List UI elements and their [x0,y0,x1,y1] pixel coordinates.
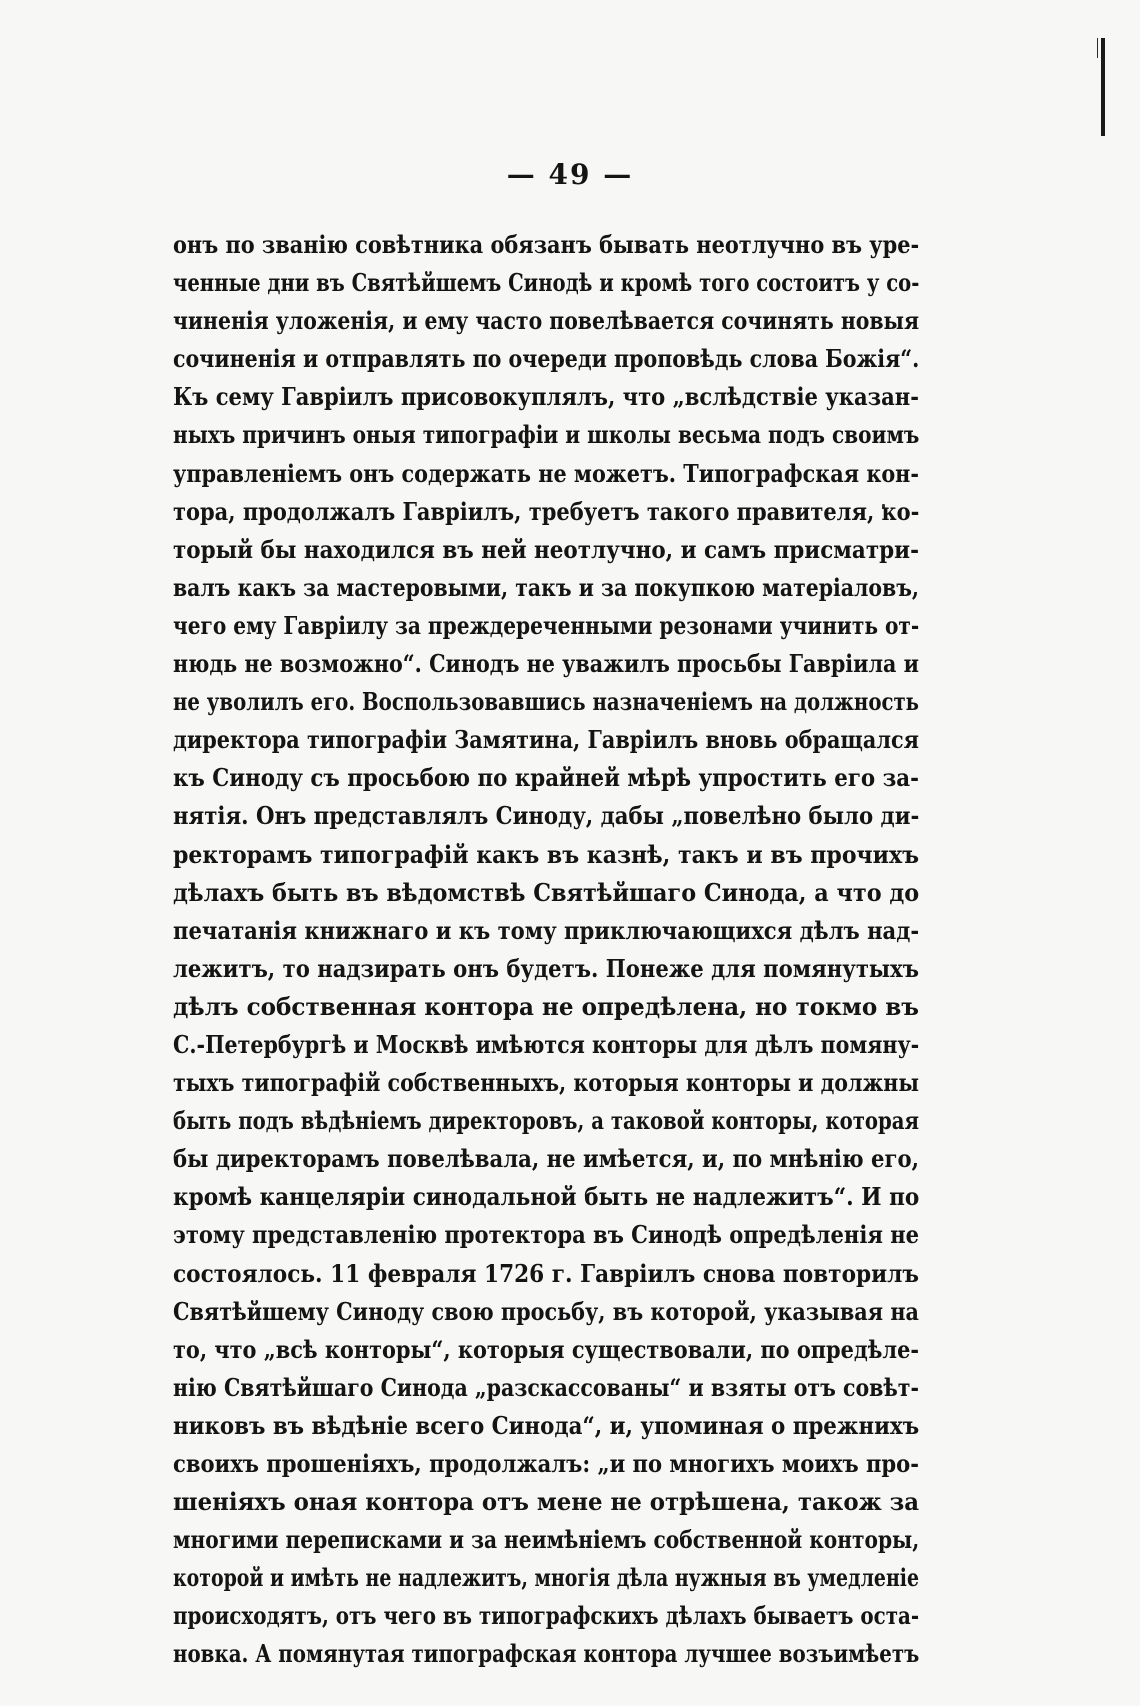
page-edge-mark-thin [1097,38,1098,58]
text-line: кромѣ канцеляріи синодальной быть не надлежитъ“. И по [173,1182,920,1212]
text-line: управленіемъ онъ содержать не можетъ. Типографская кон- [173,458,919,488]
text-line: ныхъ причинъ оныя типографіи и школы весьма подъ своимъ [173,420,920,450]
text-line: нюдь не возможно“. Синодъ не уважилъ просьбы Гавріила и [173,649,919,679]
text-line: чего ему Гавріилу за преждереченными резонами учинить от- [173,610,920,640]
text-line: ченные дни въ Святѣйшемъ Синодѣ и кромѣ того состоитъ у со- [173,268,920,298]
text-line: быть подъ вѣдѣніемъ директоровъ, а таковой конторы, которая [173,1106,919,1136]
page-number: — 49 — [506,158,634,191]
text-line: С.-Петербургѣ и Москвѣ имѣются конторы для дѣлъ помяну- [173,1029,920,1059]
text-line: состоялось. 11 февраля 1726 г. Гавріилъ снова повторилъ [173,1258,919,1288]
text-line: которой и имѣть не надлежитъ, многія дѣла нужныя въ умедленіе [173,1563,919,1593]
text-line: то, что „всѣ конторы“, которыя существовали, по опредѣле- [173,1334,919,1364]
text-line: тыхъ типографій собственныхъ, которыя конторы и должны [173,1068,919,1098]
text-line: лежитъ, то надзирать онъ будетъ. Понеже для помянутыхъ [173,953,919,983]
text-line: печатанія книжнаго и къ тому приключающихся дѣлъ над- [173,915,920,945]
text-line: шеніяхъ оная контора отъ мене не отрѣшена, також за [173,1487,920,1517]
body-text [173,226,919,1674]
text-line: торый бы находился въ ней неотлучно, и самъ присматри- [173,534,919,564]
text-line: новка. А помянутая типографская контора лучшее возъимѣетъ [173,1639,920,1669]
text-line: чиненія уложенія, и ему часто повелѣвается сочинять новыя [173,306,920,336]
text-line: нію Святѣйшаго Синода „разскассованы“ и взяты отъ совѣт- [173,1372,919,1402]
text-line: ректорамъ типографій какъ въ казнѣ, такъ и въ прочихъ [173,839,919,869]
text-line: валъ какъ за мастеровыми, такъ и за покупкою матеріаловъ, [173,572,919,602]
page-edge-mark [1101,38,1105,136]
text-line: къ Синоду съ просьбою по крайней мѣрѣ упростить его за- [173,763,919,793]
text-line: происходятъ, отъ чего въ типографскихъ дѣлахъ бываетъ оста- [173,1601,920,1631]
text-line: нятія. Онъ представлялъ Синоду, дабы „повелѣно было ди- [173,801,920,831]
text-line: этому представленію протектора въ Синодѣ опредѣленія не [173,1220,920,1250]
text-line: тора, продолжалъ Гавріилъ, требуетъ такого правителя, ко- [173,496,920,526]
text-line: бы директорамъ повелѣвала, не имѣется, и, по мнѣнію его, [173,1144,919,1174]
text-line: директора типографіи Замятина, Гавріилъ вновь обращался [173,725,919,755]
text-line: онъ по званію совѣтника обязанъ бывать неотлучно въ уре- [173,230,920,259]
text-line: Къ сему Гавріилъ присовокуплялъ, что „вслѣдствіе указан- [173,382,919,412]
text-line: Святѣйшему Синоду свою просьбу, въ которой, указывая на [173,1296,919,1326]
text-line: своихъ прошеніяхъ, продолжалъ: „и по многихъ моихъ про- [173,1449,919,1478]
text-line: дѣлахъ быть въ вѣдомствѣ Святѣйшаго Синода, а что до [173,877,920,907]
text-line: никовъ въ вѣдѣніе всего Синода“, и, упоминая о прежнихъ [173,1410,920,1440]
text-line: дѣлъ собственная контора не опредѣлена, но токмо въ [173,991,920,1021]
text-line: сочиненія и отправлять по очереди проповѣдь слова Божія“. [173,344,920,374]
text-line: многими перепискaми и за неимѣніемъ собственной конторы, [173,1525,920,1555]
text-line: не уволилъ его. Воспользовавшись назначеніемъ на должность [173,687,920,717]
